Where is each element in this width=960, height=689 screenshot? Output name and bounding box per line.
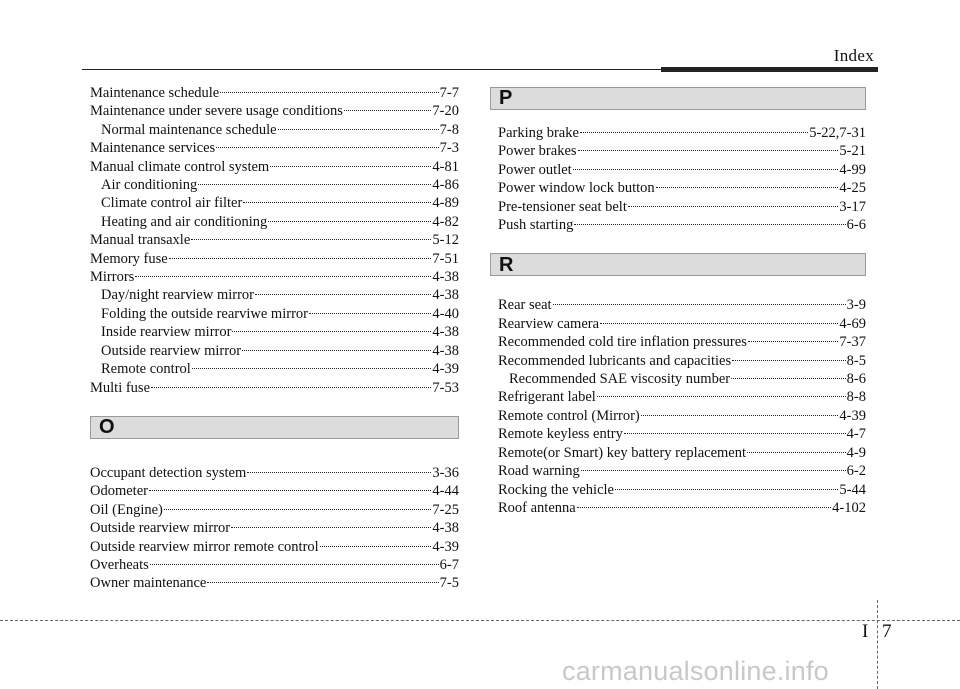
index-entry[interactable] — [498, 198, 866, 216]
index-entry-term: Heating and air conditioning — [101, 213, 268, 230]
index-entry[interactable] — [90, 231, 459, 249]
m-entries-list — [90, 84, 459, 397]
footer-divider — [877, 600, 878, 689]
index-entry-page: 4-39 — [839, 407, 866, 424]
index-entry-page: 4-38 — [432, 520, 459, 537]
index-column-right — [498, 124, 866, 517]
dot-leader — [192, 367, 432, 369]
index-entry[interactable] — [90, 482, 459, 500]
index-column-left — [90, 84, 459, 593]
index-entry[interactable] — [90, 286, 459, 304]
index-entry-page: 7-25 — [432, 501, 459, 518]
index-entry[interactable] — [90, 538, 459, 556]
index-entry-page: 4-39 — [432, 361, 459, 378]
index-entry[interactable] — [498, 462, 866, 480]
index-entry-term: Owner maintenance — [90, 575, 207, 592]
index-entry-term: Memory fuse — [90, 250, 168, 267]
dot-leader — [216, 146, 438, 148]
index-entry-page: 4-44 — [432, 483, 459, 500]
index-entry-term: Climate control air filter — [101, 195, 243, 212]
index-entry-term: Refrigerant label — [498, 389, 596, 406]
section-header-o — [90, 416, 459, 439]
index-entry-term: Outside rearview mirror — [90, 520, 231, 537]
index-entry-page: 5-22,7-31 — [809, 125, 866, 141]
index-entry-term: Inside rearview mirror — [101, 324, 232, 341]
dot-leader — [309, 312, 431, 314]
index-entry-term: Normal maintenance schedule — [101, 121, 277, 138]
dot-leader — [320, 545, 432, 547]
index-entry-term: Maintenance schedule — [90, 85, 220, 101]
index-entry-page: 7-5 — [439, 575, 459, 592]
index-entry-page: 8-6 — [846, 371, 866, 388]
index-entry-page: 7-51 — [432, 250, 459, 267]
index-entry[interactable] — [90, 268, 459, 286]
index-entry[interactable] — [90, 360, 459, 378]
index-entry[interactable] — [498, 124, 866, 142]
index-entry[interactable] — [90, 250, 459, 268]
dot-leader — [149, 489, 431, 491]
dot-leader — [553, 303, 846, 305]
index-entry[interactable] — [498, 315, 866, 333]
section-header-p — [490, 87, 866, 110]
p-entries-list — [498, 124, 866, 234]
dot-leader — [220, 91, 438, 93]
index-entry[interactable] — [498, 481, 866, 499]
index-entry-term: Power outlet — [498, 161, 572, 178]
index-entry[interactable] — [90, 574, 459, 592]
section-header-r — [490, 253, 866, 276]
index-entry-term: Mirrors — [90, 269, 135, 286]
index-entry-term: Road warning — [498, 463, 580, 480]
index-entry-page: 7-37 — [839, 334, 866, 351]
watermark: carmanualsonline.info — [562, 656, 829, 686]
index-entry[interactable] — [498, 179, 866, 197]
dot-leader — [255, 293, 431, 295]
dot-leader — [135, 275, 431, 277]
index-entry[interactable] — [90, 379, 459, 397]
dot-leader — [231, 526, 431, 528]
index-entry[interactable] — [90, 323, 459, 341]
index-entry-page: 4-38 — [432, 324, 459, 341]
index-entry[interactable] — [90, 464, 459, 482]
index-entry-page: 3-36 — [432, 464, 459, 481]
index-entry-page: 8-8 — [846, 389, 866, 406]
index-entry-term: Recommended lubricants and capacities — [498, 352, 732, 369]
index-entry[interactable] — [90, 176, 459, 194]
dot-leader — [732, 359, 846, 361]
index-entry-term: Rearview camera — [498, 315, 600, 332]
dot-leader — [191, 238, 431, 240]
index-entry-term: Folding the outside rearviwe mirror — [101, 305, 308, 322]
index-entry-term: Day/night rearview mirror — [101, 287, 255, 304]
index-entry-page: 4-38 — [432, 269, 459, 286]
dot-leader — [164, 508, 432, 510]
dot-leader — [628, 205, 839, 207]
index-entry-term: Remote control — [101, 361, 191, 378]
index-entry[interactable] — [90, 158, 459, 176]
index-entry[interactable] — [90, 501, 459, 519]
index-entry[interactable] — [498, 216, 866, 234]
index-entry-page: 4-38 — [432, 287, 459, 304]
index-entry[interactable] — [498, 352, 866, 370]
index-entry[interactable] — [90, 139, 459, 157]
index-entry-page: 4-38 — [432, 342, 459, 359]
dot-leader — [198, 183, 431, 185]
index-entry-page: 4-7 — [846, 426, 866, 443]
index-entry-term: Manual climate control system — [90, 158, 270, 175]
index-entry[interactable] — [90, 519, 459, 537]
dot-leader — [747, 451, 846, 453]
index-entry-page: 4-25 — [839, 180, 866, 197]
dot-leader — [578, 149, 839, 151]
index-entry-term: Remote control (Mirror) — [498, 407, 640, 424]
index-entry[interactable] — [90, 84, 459, 102]
index-entry-term: Maintenance under severe usage conditions — [90, 103, 343, 120]
index-entry-page: 3-9 — [846, 297, 866, 314]
section-letter-o: O — [99, 416, 115, 439]
index-entry-page: 4-99 — [839, 161, 866, 178]
index-entry-page: 6-6 — [846, 217, 866, 234]
dot-leader — [577, 506, 831, 508]
r-entries-list — [498, 296, 866, 517]
dot-leader — [278, 128, 439, 130]
o-entries-list — [90, 464, 459, 593]
index-entry-page: 5-21 — [839, 143, 866, 160]
section-letter-r: R — [499, 253, 514, 276]
index-entry-page: 5-44 — [839, 481, 866, 498]
index-entry-term: Push starting — [498, 217, 574, 234]
dot-leader — [150, 563, 439, 565]
index-entry[interactable] — [498, 388, 866, 406]
index-entry[interactable] — [498, 425, 866, 443]
index-entry-page: 4-82 — [432, 213, 459, 230]
index-entry[interactable] — [498, 444, 866, 462]
index-entry-page: 4-86 — [432, 177, 459, 194]
index-entry[interactable] — [498, 407, 866, 425]
index-entry[interactable] — [498, 142, 866, 160]
dot-leader — [574, 223, 845, 225]
index-entry-page: 4-40 — [432, 305, 459, 322]
index-entry[interactable] — [498, 370, 866, 388]
page-header-title: Index — [833, 46, 874, 65]
index-entry-term: Pre-tensioner seat belt — [498, 198, 627, 215]
index-entry-term: Manual transaxle — [90, 232, 191, 249]
index-entry-term: Remote keyless entry — [498, 426, 623, 443]
dot-leader — [207, 581, 438, 583]
dot-leader — [151, 386, 431, 388]
index-entry-term: Recommended cold tire inflation pressures — [498, 334, 747, 351]
dot-leader — [344, 109, 432, 111]
dot-leader — [580, 131, 808, 133]
dot-leader — [243, 201, 431, 203]
index-entry[interactable] — [90, 121, 459, 139]
index-entry-term: Occupant detection system — [90, 464, 247, 481]
dot-leader — [169, 257, 432, 259]
index-entry-page: 6-7 — [439, 556, 459, 573]
index-entry-page: 4-102 — [832, 499, 866, 516]
header-accent-bar — [661, 67, 878, 72]
footer-page-number: 7 — [882, 621, 892, 642]
dot-leader — [641, 414, 839, 416]
index-entry[interactable] — [90, 194, 459, 212]
index-entry-page: 4-9 — [846, 444, 866, 461]
index-entry-page: 7-53 — [432, 379, 459, 396]
index-entry-term: Power brakes — [498, 143, 577, 160]
dot-leader — [573, 168, 839, 170]
dot-leader — [624, 432, 846, 434]
index-entry-page: 4-39 — [432, 538, 459, 555]
index-entry-term: Parking brake — [498, 125, 579, 141]
dot-leader — [731, 377, 846, 379]
index-entry-term: Roof antenna — [498, 499, 576, 516]
index-entry-term: Outside rearview mirror remote control — [90, 538, 319, 555]
index-entry[interactable] — [90, 213, 459, 231]
index-entry-term: Rear seat — [498, 297, 552, 314]
dot-leader — [268, 220, 431, 222]
index-entry-term: Multi fuse — [90, 379, 151, 396]
index-entry[interactable] — [90, 342, 459, 360]
dot-leader — [656, 186, 839, 188]
index-entry-term: Overheats — [90, 556, 149, 573]
index-entry-term: Maintenance services — [90, 140, 216, 157]
index-entry-page: 6-2 — [846, 463, 866, 480]
index-entry-term: Recommended SAE viscosity number — [509, 371, 731, 388]
dot-leader — [232, 330, 431, 332]
index-entry-page: 7-3 — [439, 140, 459, 157]
index-entry-term: Oil (Engine) — [90, 501, 163, 518]
dot-leader — [600, 322, 838, 324]
index-entry[interactable] — [90, 556, 459, 574]
dot-leader — [748, 340, 839, 342]
index-entry-term: Rocking the vehicle — [498, 481, 614, 498]
dot-leader — [597, 395, 846, 397]
index-entry-page: 7-20 — [432, 103, 459, 120]
dot-leader — [615, 488, 838, 490]
index-entry-page: 4-69 — [839, 315, 866, 332]
index-entry-term: Power window lock button — [498, 180, 655, 197]
section-letter-p: P — [499, 87, 513, 109]
index-entry[interactable] — [90, 102, 459, 120]
index-entry-page: 7-7 — [439, 85, 459, 101]
index-entry-term: Odometer — [90, 483, 148, 500]
index-entry[interactable] — [90, 305, 459, 323]
index-entry-term: Outside rearview mirror — [101, 342, 242, 359]
index-entry-page: 8-5 — [846, 352, 866, 369]
index-entry-page: 4-89 — [432, 195, 459, 212]
footer-section-label: I — [862, 621, 869, 642]
footer-rule — [0, 620, 960, 621]
index-entry-term: Remote(or Smart) key battery replacement — [498, 444, 747, 461]
index-entry-page: 7-8 — [439, 121, 459, 138]
dot-leader — [247, 471, 431, 473]
index-entry-page: 4-81 — [432, 158, 459, 175]
index-entry[interactable] — [498, 161, 866, 179]
index-entry[interactable] — [498, 499, 866, 517]
index-entry[interactable] — [498, 296, 866, 314]
index-entry-page: 3-17 — [839, 198, 866, 215]
index-entry-page: 5-12 — [432, 232, 459, 249]
index-entry-term: Air conditioning — [101, 177, 198, 194]
dot-leader — [242, 349, 431, 351]
dot-leader — [581, 469, 846, 471]
dot-leader — [270, 165, 431, 167]
index-entry[interactable] — [498, 333, 866, 351]
